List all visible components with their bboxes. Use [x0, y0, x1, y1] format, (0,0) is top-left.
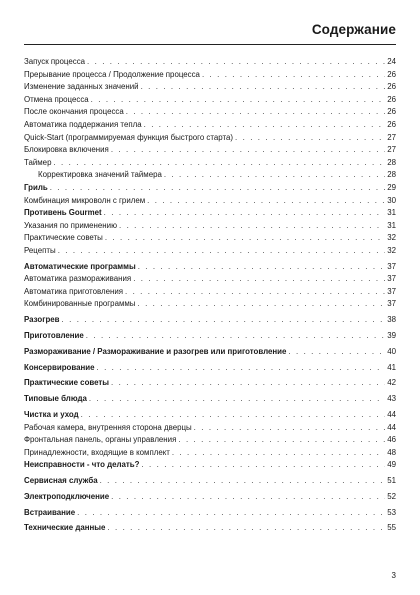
toc-section-title: Практические советы: [24, 378, 110, 388]
page-header: [24, 22, 396, 45]
toc-section[interactable]: [24, 346, 396, 359]
toc-entry[interactable]: [24, 273, 396, 286]
toc-entry-page: 44: [387, 422, 396, 432]
toc-entry-page: 38: [387, 315, 396, 325]
toc-entry-page: 53: [387, 507, 396, 517]
toc-entry-page: 41: [387, 362, 396, 372]
page-number: 3: [391, 571, 396, 580]
dot-leader: [138, 261, 386, 274]
toc-section[interactable]: [24, 377, 396, 390]
toc-entry-page: 44: [387, 409, 396, 419]
dot-leader: [81, 409, 386, 422]
toc-entry[interactable]: [24, 434, 396, 447]
dot-leader: [86, 330, 385, 343]
toc-entry[interactable]: [24, 81, 396, 94]
toc-entry-page: 37: [387, 299, 396, 309]
dot-leader: [58, 245, 386, 258]
toc-section-title: Размораживание / Размораживание и разогрев или приготовление: [24, 346, 287, 356]
toc-entry-title: После окончания процесса: [24, 107, 124, 117]
toc-entry-page: 37: [387, 286, 396, 296]
dot-leader: [164, 169, 385, 182]
toc-entry-title: Quick-Start (программируемая функция быстрого старта): [24, 132, 234, 142]
dot-leader: [141, 459, 385, 472]
toc-section[interactable]: [24, 261, 396, 274]
dot-leader: [107, 522, 385, 535]
toc-entry-title: Рецепты: [24, 245, 56, 255]
dot-leader: [91, 94, 386, 107]
toc-section-title: Консервирование: [24, 362, 95, 372]
toc-entry-title: Автоматика размораживания: [24, 274, 132, 284]
toc-entry-page: 46: [387, 435, 396, 445]
toc-entry-title: Прерывание процесса / Продолжение процесса: [24, 69, 200, 79]
dot-leader: [194, 422, 386, 435]
dot-leader: [111, 377, 385, 390]
dot-leader: [172, 447, 385, 460]
toc-section-title: Автоматические программы: [24, 261, 136, 271]
toc-entry-title: Практические советы: [24, 233, 103, 243]
toc-entry[interactable]: [24, 94, 396, 107]
dot-leader: [62, 314, 386, 327]
toc-entry[interactable]: [24, 119, 396, 132]
toc-entry-page: 30: [387, 195, 396, 205]
toc-section[interactable]: [24, 207, 396, 220]
toc-entry-page: 26: [387, 82, 396, 92]
toc-section[interactable]: [24, 393, 396, 406]
toc-section-title: Встраивание: [24, 507, 76, 517]
toc-entry-title: Автоматика поддержания тепла: [24, 119, 142, 129]
toc-entry-page: 42: [387, 378, 396, 388]
dot-leader: [53, 157, 385, 170]
toc-entry[interactable]: [24, 144, 396, 157]
toc-entry-page: 24: [387, 57, 396, 66]
dot-leader: [104, 207, 386, 220]
dot-leader: [96, 362, 385, 375]
dot-leader: [77, 507, 385, 520]
toc-entry-page: 49: [387, 460, 396, 470]
toc-entry-page: 37: [387, 274, 396, 284]
toc-section-title: Неисправности - что делать?: [24, 460, 140, 470]
dot-leader: [111, 144, 385, 157]
toc-section[interactable]: [24, 409, 396, 422]
toc-entry-page: 39: [387, 331, 396, 341]
toc-entry[interactable]: [24, 447, 396, 460]
toc-entry[interactable]: [24, 232, 396, 245]
toc-section-title: Электроподключение: [24, 491, 110, 501]
toc-entry-page: 27: [387, 145, 396, 155]
toc-section[interactable]: [24, 182, 396, 195]
dot-leader: [126, 106, 385, 119]
toc-entry-title: Отмена процесса: [24, 94, 89, 104]
dot-leader: [105, 232, 385, 245]
toc-entry-page: 32: [387, 233, 396, 243]
toc-entry-title: Рабочая камера, внутренняя сторона дверцы: [24, 422, 192, 432]
toc-entry-title: Запуск процесса: [24, 57, 86, 66]
toc-entry-page: 55: [387, 523, 396, 533]
toc-entry-title: Указания по применению: [24, 220, 117, 230]
toc-section-title: Чистка и уход: [24, 409, 79, 419]
toc-section[interactable]: [24, 491, 396, 504]
toc-entry-page: 28: [387, 170, 396, 180]
toc-entry[interactable]: [24, 286, 396, 299]
dot-leader: [235, 132, 385, 145]
toc-entry-page: 37: [387, 261, 396, 271]
toc-section-title: Противень Gourmet: [24, 208, 102, 218]
toc-section-title: Разогрев: [24, 315, 60, 325]
toc-entry[interactable]: [24, 106, 396, 119]
toc-entry-page: 32: [387, 245, 396, 255]
toc-entry-page: 31: [387, 220, 396, 230]
toc-entry[interactable]: [24, 132, 396, 145]
toc-section-title: Технические данные: [24, 523, 106, 533]
dot-leader: [50, 182, 386, 195]
toc-entry-page: 26: [387, 107, 396, 117]
toc-entry-title: Блокировка включения: [24, 145, 109, 155]
toc-section[interactable]: [24, 362, 396, 375]
dot-leader: [125, 286, 385, 299]
page-title: Содержание: [311, 22, 396, 37]
toc-entry-title: Комбинация микроволн с грилем: [24, 195, 146, 205]
toc-entry-page: 26: [387, 94, 396, 104]
toc-entry-page: 28: [387, 157, 396, 167]
toc-section-title: Сервисная служба: [24, 476, 98, 486]
dot-leader: [147, 195, 385, 208]
toc-section[interactable]: [24, 522, 396, 535]
dot-leader: [202, 69, 385, 82]
toc-entry[interactable]: [24, 298, 396, 311]
toc-entry[interactable]: [24, 422, 396, 435]
toc-entry-page: 48: [387, 447, 396, 457]
toc-entry[interactable]: [24, 56, 396, 69]
toc-entry[interactable]: [24, 220, 396, 233]
toc-entry-title: Изменение заданных значений: [24, 82, 139, 92]
dot-leader: [89, 393, 385, 406]
toc-section[interactable]: [24, 314, 396, 327]
table-of-contents: [24, 56, 396, 535]
toc-entry-title: Фронтальная панель, органы управления: [24, 435, 177, 445]
toc-section[interactable]: [24, 507, 396, 520]
toc-entry-page: 40: [387, 346, 396, 356]
toc-section-title: Гриль: [24, 182, 48, 192]
toc-entry[interactable]: [24, 69, 396, 82]
toc-section-title: Типовые блюда: [24, 394, 87, 404]
toc-section[interactable]: [24, 330, 396, 343]
dot-leader: [137, 298, 385, 311]
toc-entry-page: 31: [387, 208, 396, 218]
toc-entry-page: 26: [387, 69, 396, 79]
toc-section[interactable]: [24, 475, 396, 488]
dot-leader: [144, 119, 386, 132]
dot-leader: [178, 434, 385, 447]
dot-leader: [100, 475, 386, 488]
toc-section[interactable]: [24, 459, 396, 472]
dot-leader: [288, 346, 385, 359]
toc-entry-title: Таймер: [24, 157, 52, 167]
toc-entry[interactable]: [24, 245, 396, 258]
toc-section-title: Приготовление: [24, 331, 84, 341]
toc-entry-page: 29: [387, 182, 396, 192]
toc-entry-title: Принадлежности, входящие в комплект: [24, 447, 170, 457]
toc-entry-page: 43: [387, 394, 396, 404]
toc-subentry[interactable]: [24, 169, 396, 182]
dot-leader: [133, 273, 385, 286]
toc-entry-page: 27: [387, 132, 396, 142]
toc-entry-page: 26: [387, 119, 396, 129]
dot-leader: [141, 81, 386, 94]
dot-leader: [119, 220, 385, 233]
toc-entry[interactable]: [24, 195, 396, 208]
toc-entry-page: 52: [387, 491, 396, 501]
dot-leader: [87, 56, 385, 69]
toc-entry-page: 51: [387, 476, 396, 486]
toc-entry-title: Автоматика приготовления: [24, 286, 124, 296]
toc-entry-title: Корректировка значений таймера: [38, 170, 162, 180]
toc-entry-title: Комбинированные программы: [24, 299, 136, 309]
dot-leader: [111, 491, 385, 504]
toc-entry[interactable]: [24, 157, 396, 170]
